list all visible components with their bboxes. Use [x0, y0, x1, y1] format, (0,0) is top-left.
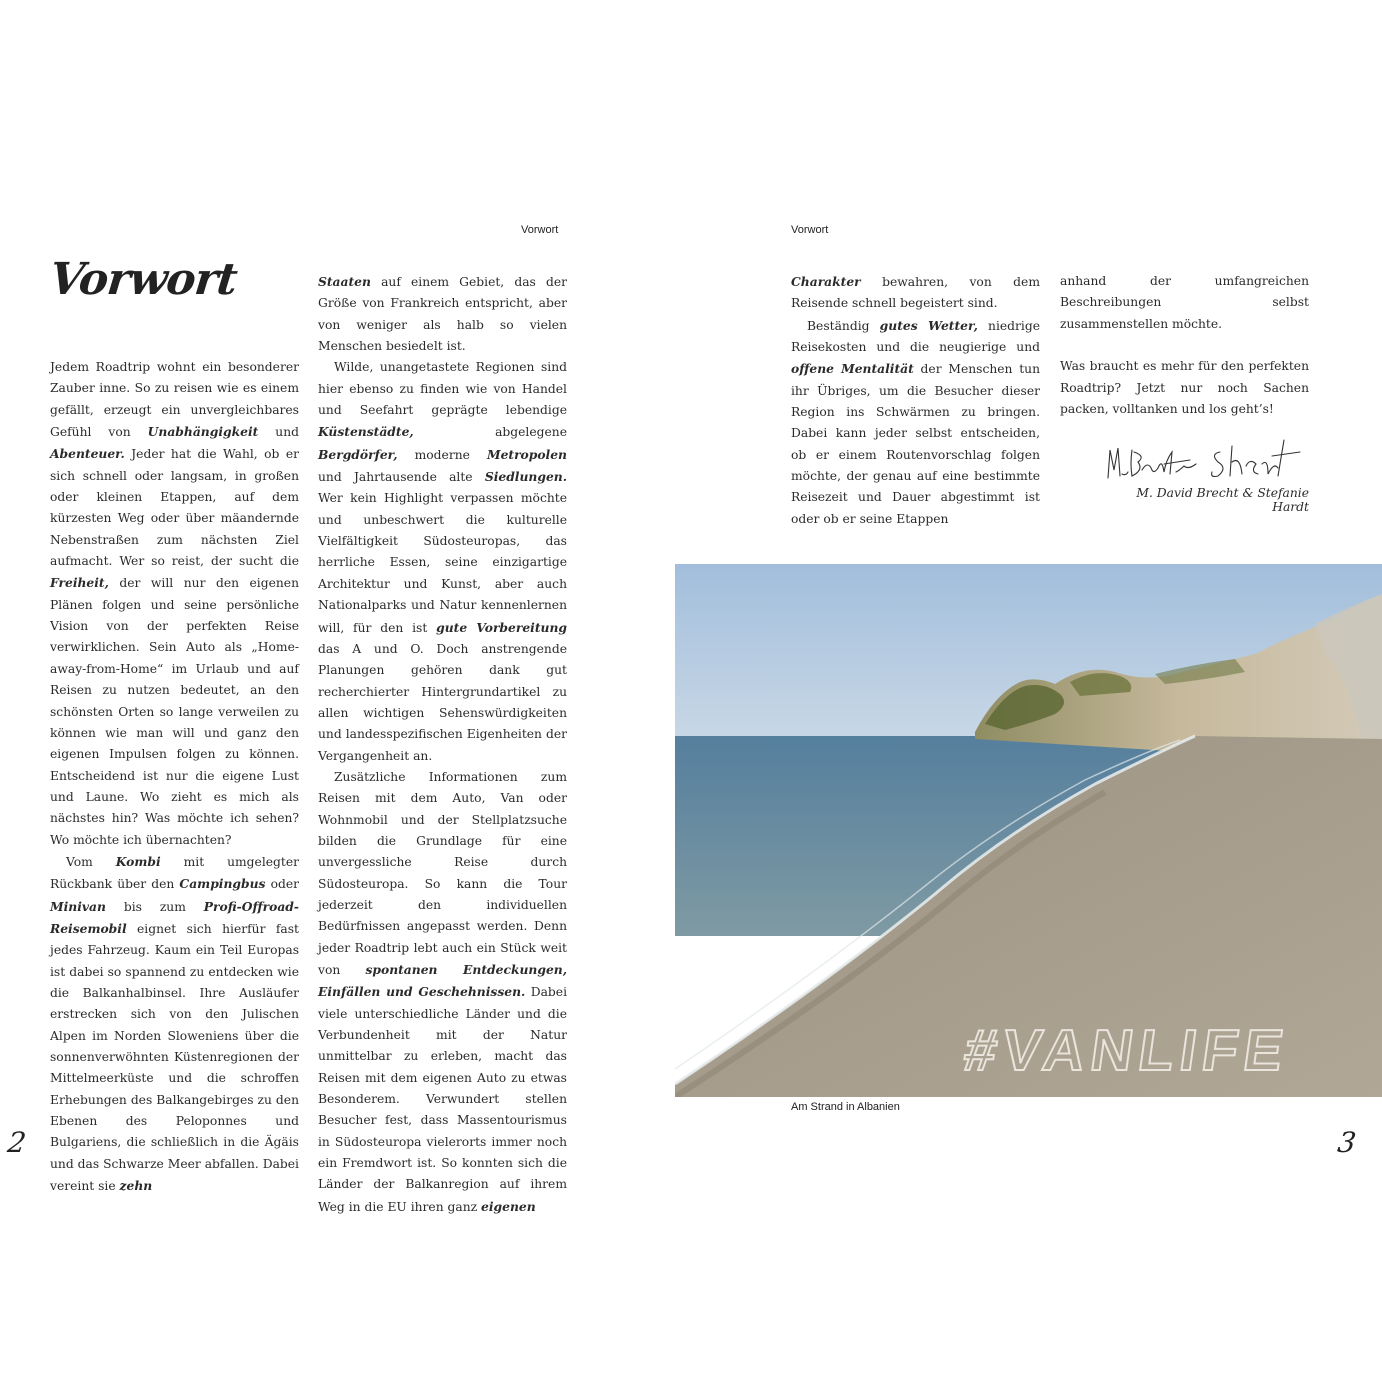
emphasis-text: Siedlungen. [484, 469, 567, 485]
body-text: eignet sich hierfür fast jedes Fahrzeug. Kaum ein Teil Europas ist dabei so spannend zu entdecken wie die Balkanhalbinsel. Ihre Ausläufer erstrecken sich von den Julischen Alpen im Norden Sloweniens über die sonnenverwöhnten Küstenregionen der Mittelmeerküste und die schroffen Erhebungen des Balkangebirges zu den Ebenen des Peloponnes und Bulgariens, die schließlich in die Ägäis und das Schwarze Meer abfallen. Dabei vereint sie [50, 921, 299, 1194]
body-text: der Menschen tun ihr Übriges, um die Besucher dieser Region ins Schwärmen zu bringen. Dabei kann jeder selbst entscheiden, ob er einem Routenvorschlag folgen möchte, der genau auf eine bestimmte Reisezeit und Dauer abgestimmt ist oder ob er seine Etappen [791, 362, 1041, 526]
body-text: Jedem Roadtrip wohnt ein besonderer Zauber inne. So zu reisen wie es einem gefällt, erzeugt ein unvergleichbares Gefühl von [50, 360, 299, 440]
page-number-left: 2 [5, 1126, 29, 1159]
emphasis-text: spontanen Entdeckungen, Einfällen und Geschehnissen. [318, 962, 567, 1000]
body-text: Beständig [807, 318, 880, 333]
running-header-right: Vorwort [791, 224, 829, 236]
body-text: Jeder hat die Wahl, ob er sich schnell oder langsam, in großen oder kleinen Etappen, auf dem kürzesten Weg oder über mäandernde Nebenstraßen zum nächsten Ziel aufmacht. Wer so reist, der sucht die [50, 447, 299, 569]
body-text: Wilde, unangetastete Regionen sind hier ebenso zu finden wie von Handel und Seefahrt geprägte lebendige [318, 360, 567, 418]
beach-photo [675, 564, 1382, 1097]
body-text: und Jahrtausende alte [318, 470, 485, 485]
body-text: Dabei viele unterschiedliche Länder und die Verbundenheit mit der Natur unmittelbar zu erleben, macht das Reisen mit dem eigenen Auto zu etwas Besonderem. Verwundert stellen Besucher fest, dass Massentourismus in Südosteuropa vielerorts immer noch ein Fremdwort ist. So konnten sich die Länder der Balkanregion auf ihrem Weg in die EU ihren ganz [318, 985, 567, 1214]
body-text: und [258, 425, 300, 440]
body-text: oder [265, 877, 299, 892]
body-text: niedrige Reisekosten und die neugierige und [791, 318, 1040, 355]
signature-name: M. David Brecht & Stefanie Hardt [1136, 486, 1309, 514]
body-text: Vom [66, 854, 116, 869]
paragraph [791, 315, 1040, 530]
text-column-1 [50, 357, 299, 1197]
paragraph [50, 357, 299, 851]
body-text: Wer kein Highlight verpassen möchte und unbeschwert die kulturelle Vielfältigkeit Südosteuropas, das herrliche Essen, seine einzigartige Architektur und Kunst, aber auch Nationalparks und Natur kennenlernen will, für den ist [318, 491, 567, 635]
paragraph [1060, 271, 1309, 335]
emphasis-text: zehn [119, 1178, 153, 1194]
emphasis-text: eigenen [481, 1198, 536, 1214]
emphasis-text: Unabhängigkeit [147, 424, 259, 440]
page-number-right: 3 [1335, 1126, 1359, 1159]
running-header-left: Vorwort [521, 224, 559, 236]
emphasis-text: Staaten [318, 274, 371, 289]
body-text: moderne [397, 447, 487, 462]
emphasis-text: Metropolen [486, 446, 567, 462]
paragraph [318, 357, 567, 767]
body-text: Was braucht es mehr für den perfekten Roadtrip? Jetzt nur noch Sachen packen, volltanken und los geht’s! [1060, 359, 1309, 417]
emphasis-text: offene Mentalität [791, 361, 914, 377]
emphasis-text: Profi-Offroad-Reisemobil [50, 898, 299, 936]
emphasis-text: Minivan [50, 898, 106, 914]
body-text: anhand der umfangreichen Beschreibungen selbst zusammenstellen möchte. [1060, 274, 1309, 331]
sand-writing: #VANLIFE [960, 1018, 1294, 1083]
body-text: abgelegene [413, 425, 567, 440]
page-title: Vorwort [47, 254, 240, 305]
body-text: mit umgelegter Rückbank über den [50, 854, 299, 892]
photo-caption: Am Strand in Albanien [791, 1101, 900, 1113]
text-column-4 [1060, 271, 1309, 420]
body-text: der will nur den eigenen Plänen folgen und seine persönliche Vision von der perfekten Reise verwirklichen. Sein Auto als „Home-away-from-Home“ im Urlaub und auf Reisen zu nutzen bedeutet, an den schönsten Orten so lange verweilen zu können wie man will und ganz den eigenen Impulsen folgen zu können. Entscheidend ist nur die eigene Lust und Laune. Wo zieht es mich als nächstes hin? Was möchte ich sehen? Wo möchte ich übernachten? [50, 576, 299, 847]
emphasis-text: gute Vorbereitung [436, 619, 567, 635]
emphasis-text: gutes Wetter, [879, 317, 978, 333]
paragraph [318, 271, 567, 357]
emphasis-text: Küstenstädte, [318, 424, 414, 440]
emphasis-text: Kombi [115, 853, 161, 869]
signature-image [1100, 430, 1310, 486]
emphasis-text: Charakter [791, 274, 861, 289]
paragraph [1060, 356, 1309, 420]
emphasis-text: Campingbus [179, 876, 266, 892]
body-text: bewahren, von dem Reisende schnell begeistert sind. [791, 275, 1040, 311]
body-text: Zusätzliche Informationen zum Reisen mit dem Auto, Van oder Wohnmobil und der Stellplatzsuche bilden die Grundlage für eine unvergessliche Reise durch Südosteuropa. So kann die Tour jederzeit den individuellen Bedürfnissen angepasst werden. Denn jeder Roadtrip lebt auch ein Stück weit von [318, 769, 567, 977]
emphasis-text: Bergdörfer, [318, 446, 398, 462]
paragraph [50, 851, 299, 1198]
paragraph [791, 271, 1040, 315]
text-column-2 [318, 271, 567, 1218]
emphasis-text: Abenteuer. [50, 446, 125, 462]
body-text: bis zum [105, 899, 204, 914]
emphasis-text: Freiheit, [50, 575, 109, 591]
body-text: auf einem Gebiet, das der Größe von Frankreich entspricht, aber von weniger als halb so vielen Menschen besiedelt ist. [318, 275, 567, 354]
text-column-3 [791, 271, 1040, 530]
body-text: das A und O. Doch anstrengende Planungen gehören dank gut recherchierter Hintergrundartikel zu allen wichtigen Sehenswürdigkeiten und landesspezifischen Eigenheiten der Vergangenheit an. [318, 641, 567, 763]
paragraph [318, 767, 567, 1218]
